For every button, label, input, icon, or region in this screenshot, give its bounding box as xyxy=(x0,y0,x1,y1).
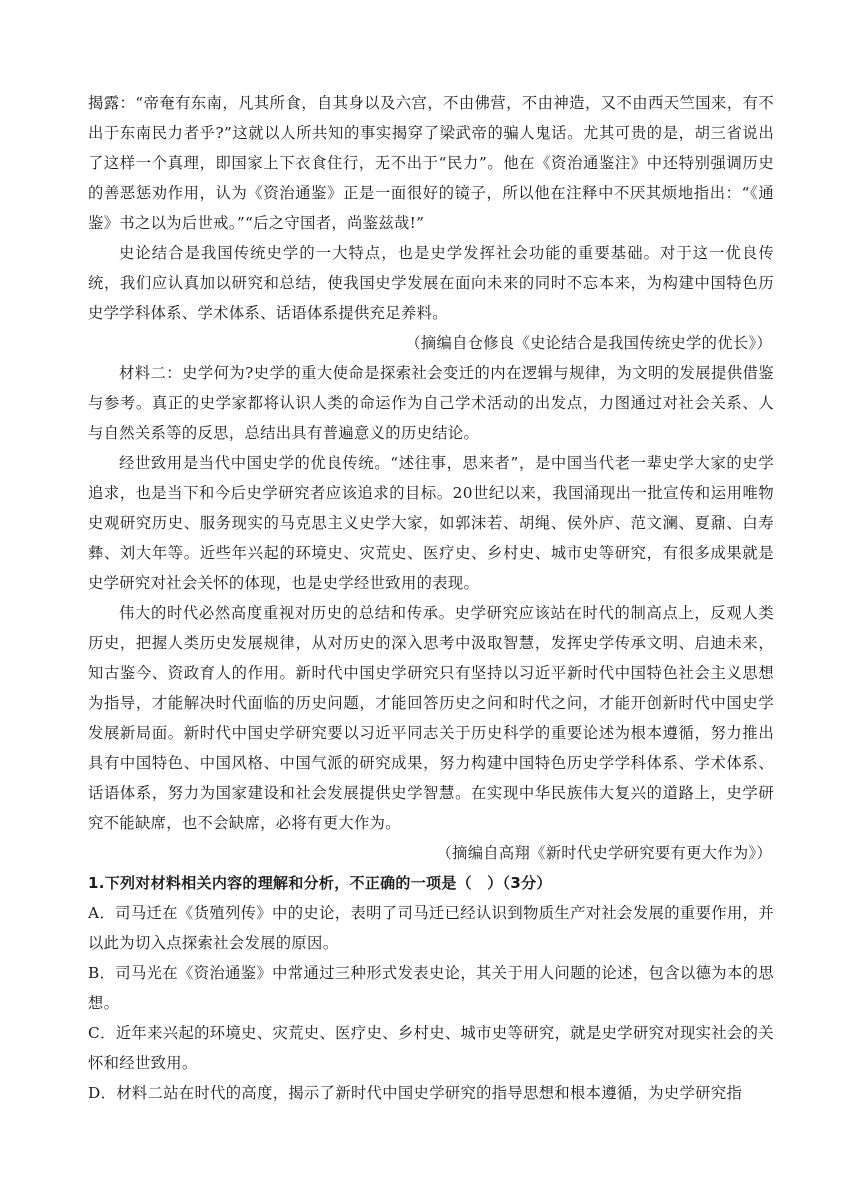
option-a: A．司马迁在《货殖列传》中的史论，表明了司马迁已经认识到物质生产对社会发展的重要作用，并以此为切入点探索社会发展的原因。 xyxy=(88,904,774,952)
paragraph-continuation: 揭露：“帝奄有东南，凡其所食，自其身以及六宫，不由佛营，不由神造，又不由西天竺国来，有不出于东南民力者乎?”这就以人所共知的事实揭穿了梁武帝的骗人鬼话。尤其可贵的是，胡三省说出了这样一个真理，即国家上下衣食住行，无不出于“民力”。他在《资治通鉴注》中还特别强调历史的善恶惩劝作用，认为《资治通鉴》正是一面很好的镜子，所以他在注释中不厌其烦地指出：“《通鉴》书之以为后世戒。”“后之守国者，尚鉴兹哉!” xyxy=(88,94,774,232)
paragraph-material-two: 材料二：史学何为?史学的重大使命是探索社会变迁的内在逻辑与规律，为文明的发展提供借鉴与参考。真正的史学家都将认识人类的命运作为自己学术活动的出发点，力图通过对社会关系、人与自然关系等的反思，总结出具有普遍意义的历史结论。 xyxy=(88,364,774,442)
paragraph-jingshi-zhiyong: 经世致用是当代中国史学的优良传统。“述往事，思来者”，是中国当代老一辈史学大家的史学追求，也是当下和今后史学研究者应该追求的目标。20世纪以来，我国涌现出一批宣传和运用唯物史观研究历史、服务现实的马克思主义史学大家，如郭沫若、胡绳、侯外庐、范文澜、夏鼐、白寿彝、刘大年等。近些年兴起的环境史、灾荒史、医疗史、乡村史、城市史等研究，有很多成果就是史学研究对社会关怀的体现，也是史学经世致用的表现。 xyxy=(88,454,774,592)
paragraph-shilun-jiehe: 史论结合是我国传统史学的一大特点，也是史学发挥社会功能的重要基础。对于这一优良传统，我们应认真加以研究和总结，使我国史学发展在面向未来的同时不忘本来，为构建中国特色历史学学科体系、学术体系、话语体系提供充足养料。 xyxy=(88,244,774,322)
option-c: C．近年来兴起的环境史、灾荒史、医疗史、乡村史、城市史等研究，就是史学研究对现实社会的关怀和经世致用。 xyxy=(88,1024,774,1072)
source-citation-2: （摘编自高翔《新时代史学研究要有更大作为》） xyxy=(436,844,772,862)
option-b: B．司马光在《资治通鉴》中常通过三种形式发表史论，其关于用人问题的论述，包含以德为本的思想。 xyxy=(88,964,774,1012)
source-citation-1: （摘编自仓修良《史论结合是我国传统史学的优长》） xyxy=(405,334,772,352)
paragraph-great-era: 伟大的时代必然高度重视对历史的总结和传承。史学研究应该站在时代的制高点上，反观人类历史，把握人类历史发展规律，从对历史的深入思考中汲取智慧，发挥史学传承文明、启迪未来，知古鉴今、资政育人的作用。新时代中国史学研究只有坚持以习近平新时代中国特色社会主义思想为指导，才能解决时代面临的历史问题，才能回答历史之问和时代之问，才能开创新时代中国史学发展新局面。新时代中国史学研究要以习近平同志关于历史科学的重要论述为根本遵循，努力推出具有中国特色、中国风格、中国气派的研究成果，努力构建中国特色历史学学科体系、学术体系、话语体系，努力为国家建设和社会发展提供史学智慧。在实现中华民族伟大复兴的道路上，史学研究不能缺席，也不会缺席，必将有更大作为。 xyxy=(88,604,774,832)
question-stem: 1.下列对材料相关内容的理解和分析，不正确的一项是（ ）（3分） xyxy=(88,874,552,892)
option-d: D．材料二站在时代的高度，揭示了新时代中国史学研究的指导思想和根本遵循，为史学研究指 xyxy=(88,1084,743,1102)
